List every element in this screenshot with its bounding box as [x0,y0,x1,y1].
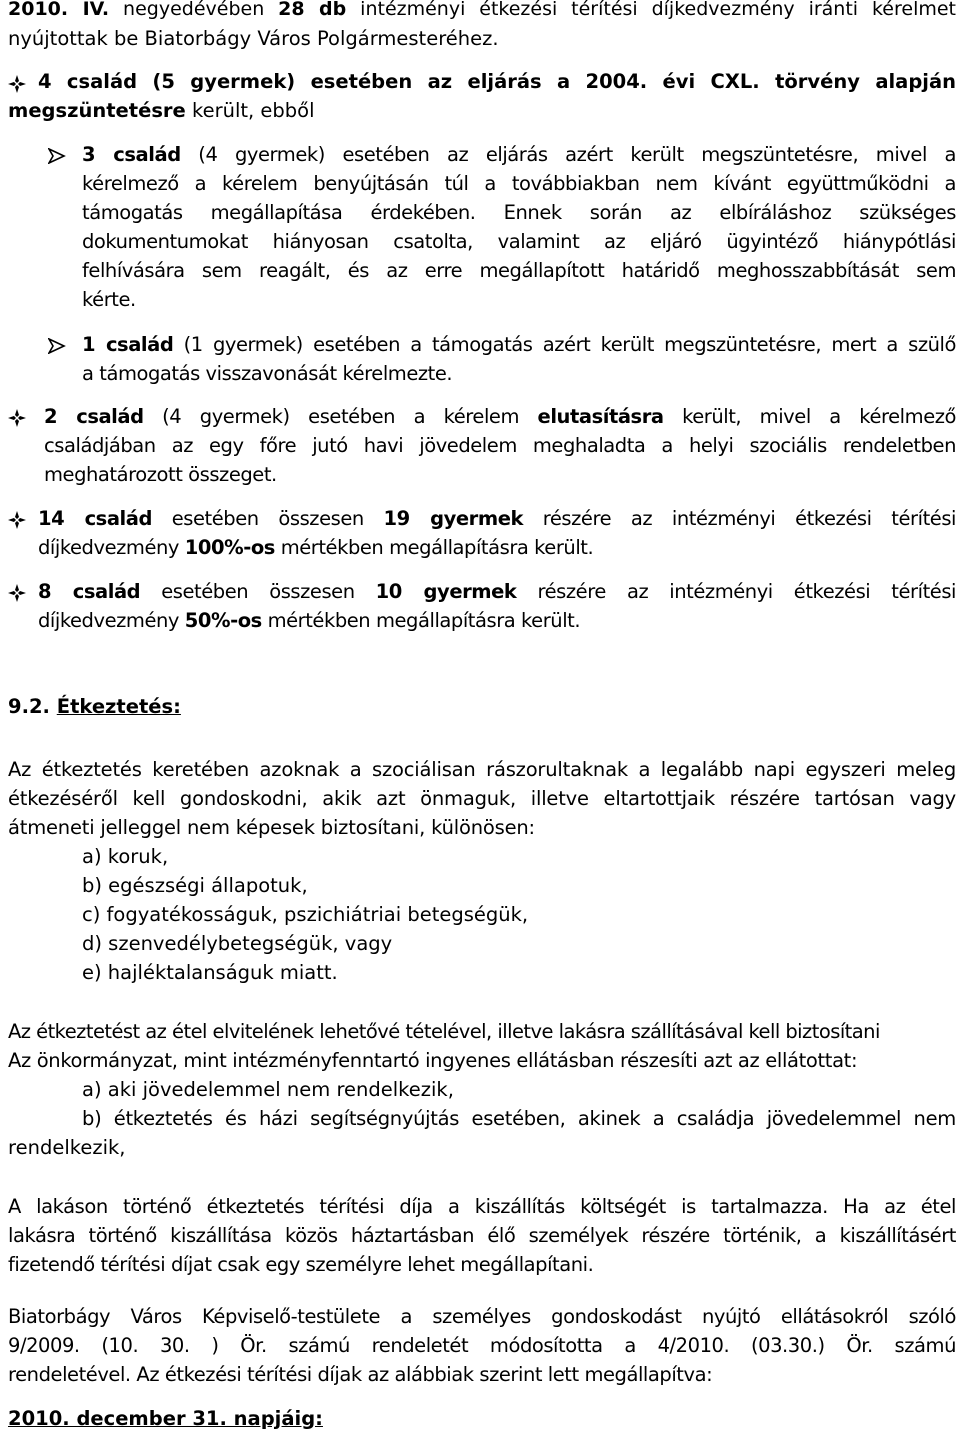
sub2-family-count: 1 család [82,333,174,356]
rejected-mid: (4 gyermek) esetében a kérelem [143,405,538,428]
half-mid-a: esetében összesen [140,580,376,603]
bullet-full-line-2 [38,533,956,562]
arrow-bullet-icon [48,148,66,164]
regulation-line-3: rendeletével. Az étkezési térítési díjak az alábbiak szerint lett megállapítva: [8,1363,713,1386]
diamond-bullet-icon [8,511,26,529]
sub-item-withdrawn-cooperation [82,140,956,314]
free-item-b-cont: rendelkezik, [8,1136,126,1159]
delivery-line-1: A lakáson történő étkeztetés térítési díja a kiszállítás költségét is tartalmazza. Ha az étel [8,1195,956,1218]
delivery-line-3: fizetendő térítési díjat csak egy személyre lehet megállapítani. [8,1253,594,1276]
section-heading [8,692,956,721]
free-line-2: Az önkormányzat, mint intézményfenntartó ingyenes ellátásban részesíti azt az ellátottat: [8,1049,858,1072]
arrow-bullet-icon [48,338,66,354]
bullet-full-line-1 [38,504,956,533]
sub2-line-1-rest: (1 gyermek) esetében a támogatás azért került megszüntetésre, mert a szülő [173,333,956,356]
bullet-discontinued [8,67,956,125]
bullet-discontinued-line-2 [8,96,956,125]
bullet-rejected-line-2: családjában az egy főre jutó havi jövedelem meghaladta a helyi szociális rendeletben [44,434,956,457]
reason-item: a) koruk, [82,845,169,868]
sub1-line-6: kérte. [82,288,136,311]
delivery-paragraph [8,1192,956,1279]
half-discount-word: díjkedvezmény [38,609,185,632]
section-title: Étkeztetés: [56,695,181,718]
reason-item: b) egészségi állapotuk, [82,874,308,897]
half-child-count: 10 gyermek [375,580,517,603]
sub2-line-1 [82,330,956,359]
reason-item: c) fogyatékosságuk, pszichiátriai betegségük, [82,903,529,926]
full-child-count: 19 gyermek [383,507,523,530]
full-discount-word: díjkedvezmény [38,536,185,559]
bullet-discontinued-line-1-text: 4 család (5 gyermek) esetében az eljárás a 2004. évi CXL. törvény alapján [38,70,956,93]
bullet-half-discount [38,577,956,635]
half-end: részére az intézményi étkezési térítési [516,580,956,603]
full-family-count: 14 család [38,507,152,530]
bullet-full-discount [38,504,956,562]
bullet-discontinued-line-1 [38,67,956,96]
date-heading-text: 2010. december 31. napjáig: [8,1407,323,1430]
meals-line-2: étkezéséről kell gondoskodni, akik azt önmaguk, illetve eltartottjaik részére tartósan vagy [8,787,956,810]
section-heading-line [8,692,956,721]
intro-line-2: nyújtottak be Biatorbágy Város Polgármesteréhez. [8,27,499,50]
discontinued-keyword: megszüntetésre [8,99,186,122]
sub1-line-1-rest: (4 gyermek) esetében az eljárás azért került megszüntetésre, mivel a [180,143,956,166]
reason-item: e) hajléktalanságuk miatt. [82,961,338,984]
sub1-line-1 [82,140,956,169]
meals-line-3: átmeneti jelleggel nem képesek biztosítani, különösen: [8,816,535,839]
sub1-line-4: dokumentumokat hiányosan csatolta, valamint az eljáró ügyintéző hiánypótlási [82,230,956,253]
sub1-line-5: felhívására sem reagált, és az erre megállapított határidő meghosszabbítását sem [82,259,956,282]
sub2-line-2: a támogatás visszavonását kérelmezte. [82,362,453,385]
reason-item: d) szenvedélybetegségük, vagy [82,932,393,955]
intro-paragraph [8,0,956,53]
free-line-1: Az étkeztetést az étel elvitelének lehetővé tételével, illetve lakásra szállításával kell biztosítani [8,1020,880,1043]
bullet-rejected-line-3: meghatározott összeget. [44,463,277,486]
rejected-family-count: 2 család [44,405,144,428]
free-item-a: a) aki jövedelemmel nem rendelkezik, [82,1078,454,1101]
reasons-list [82,842,956,987]
full-end: részére az intézményi étkezési térítési [523,507,956,530]
intro-quarter-word: negyedévében [123,0,265,20]
full-rate: 100%-os [184,536,275,559]
date-heading [8,1404,956,1433]
diamond-bullet-icon [8,584,26,602]
intro-request-text: intézményi étkezési térítési díjkedvezmény iránti kérelmet [360,0,957,20]
free-item-b: b) étkeztetés és házi segítségnyújtás esetében, akinek a családja jövedelemmel nem [82,1107,956,1130]
regulation-line-2: 9/2009. (10. 30. ) Ör. számú rendeletét módosította a 4/2010. (03.30.) Ör. számú [8,1334,956,1357]
rejected-end: került, mivel a kérelmező [663,405,957,428]
bullet-half-line-1 [38,577,956,606]
rejected-keyword: elutasításra [537,405,664,428]
bullet-rejected-line-1 [44,402,956,431]
sub1-line-3: támogatás megállapítása érdekében. Ennek során az elbíráláshoz szükséges [82,201,956,224]
full-rest: mértékben megállapításra került. [274,536,594,559]
bullet-rejected [44,402,956,489]
half-rest: mértékben megállapításra került. [261,609,581,632]
sub1-family-count: 3 család [82,143,181,166]
full-mid-a: esetében összesen [152,507,384,530]
regulation-paragraph [8,1302,956,1389]
free-service-paragraph [8,1017,956,1162]
delivery-line-2: lakásra történő kiszállítása közös háztartásban élő személyek részére történik, a kiszállításért [8,1224,956,1247]
intro-period: 2010. IV. [8,0,110,20]
diamond-bullet-icon [8,409,26,427]
section-number: 9.2. [8,695,57,718]
half-family-count: 8 család [38,580,141,603]
bullet-half-line-2 [38,606,956,635]
sub1-line-2: kérelmező a kérelem benyújtásán túl a továbbiakban nem kívánt együttműködni a [82,172,956,195]
discontinued-rest: került, ebből [185,99,315,122]
diamond-bullet-icon [8,75,26,93]
half-rate: 50%-os [184,609,262,632]
meals-paragraph [8,755,956,842]
meals-line-1: Az étkeztetés keretében azoknak a szociálisan rászorultaknak a legalább napi egyszeri meleg [8,758,956,781]
sub-item-support-withdrawn [82,330,956,388]
regulation-line-1: Biatorbágy Város Képviselő-testülete a személyes gondoskodást nyújtó ellátásokról szóló [8,1305,956,1328]
intro-count: 28 db [278,0,347,20]
